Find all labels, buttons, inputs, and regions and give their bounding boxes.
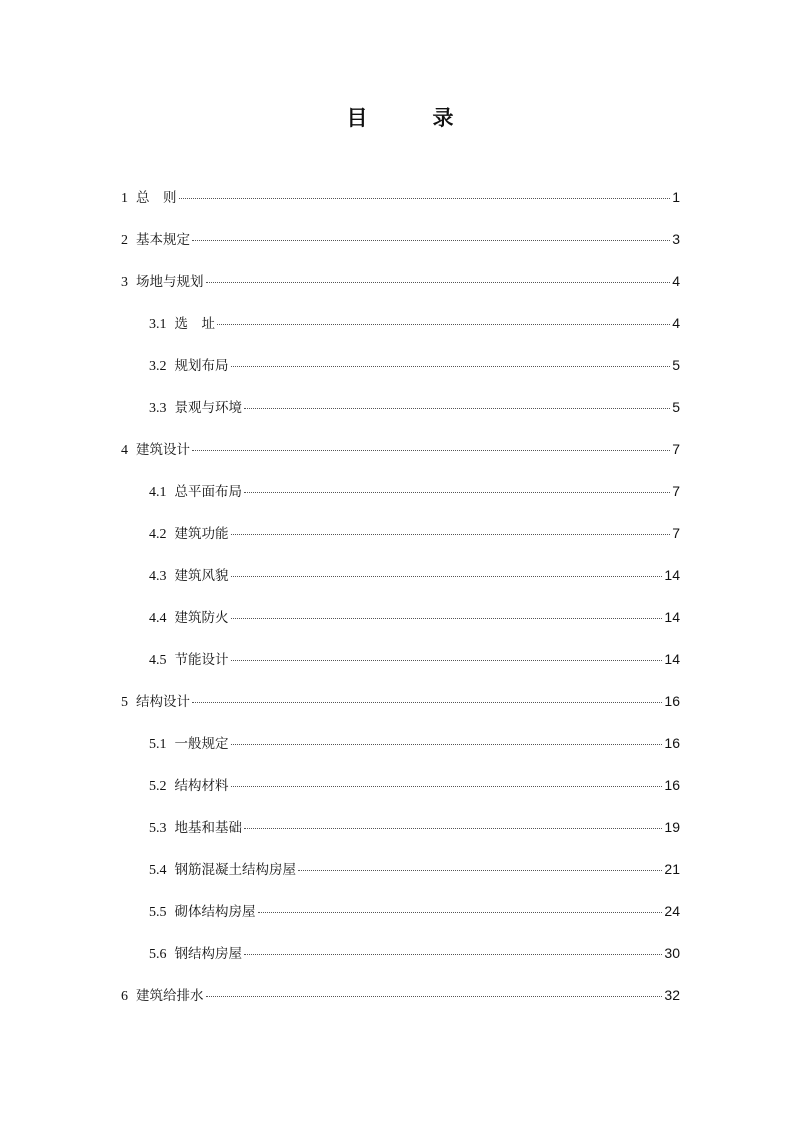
toc-entry-number: 3 bbox=[121, 275, 128, 290]
toc-entry-label: 规划布局 bbox=[174, 358, 229, 374]
toc-entry-number: 4.5 bbox=[149, 653, 167, 668]
toc-entry-label: 基本规定 bbox=[136, 232, 190, 248]
toc-entry-label: 选 址 bbox=[174, 316, 215, 332]
toc-entry[interactable] bbox=[149, 522, 680, 544]
toc-entry-label: 建筑风貌 bbox=[174, 568, 229, 584]
toc-entry[interactable] bbox=[149, 774, 680, 796]
dot-leader bbox=[244, 491, 670, 493]
toc-entry-label: 节能设计 bbox=[174, 652, 229, 668]
toc-entry-page-number: 5 bbox=[672, 357, 680, 373]
toc-entry-label: 场地与规划 bbox=[136, 274, 204, 290]
toc-entry[interactable] bbox=[121, 690, 680, 712]
toc-entry-label: 总平面布局 bbox=[174, 484, 242, 500]
dot-leader bbox=[231, 533, 671, 535]
toc-entry-number: 5 bbox=[121, 695, 128, 710]
toc-entry[interactable] bbox=[121, 984, 680, 1006]
toc-entry-number: 1 bbox=[121, 191, 128, 206]
toc-entry-page-number: 7 bbox=[672, 441, 680, 457]
dot-leader bbox=[206, 995, 663, 997]
toc-entry[interactable] bbox=[121, 438, 680, 460]
toc-entry-page-number: 16 bbox=[664, 777, 680, 793]
toc-entry-page-number: 4 bbox=[672, 273, 680, 289]
toc-entry-number: 4 bbox=[121, 443, 128, 458]
dot-leader bbox=[192, 239, 670, 241]
toc-entry[interactable] bbox=[121, 186, 680, 208]
toc-entry-page-number: 16 bbox=[664, 693, 680, 709]
toc-entry[interactable] bbox=[149, 816, 680, 838]
dot-leader bbox=[231, 785, 663, 787]
toc-entry-number: 4.1 bbox=[149, 485, 167, 500]
dot-leader bbox=[244, 827, 662, 829]
toc-entry-number: 5.3 bbox=[149, 821, 167, 836]
toc-entry-label: 建筑防火 bbox=[174, 610, 229, 626]
toc-entry-label: 地基和基础 bbox=[174, 820, 242, 836]
toc-entry-number: 6 bbox=[121, 989, 128, 1004]
dot-leader bbox=[244, 953, 662, 955]
dot-leader bbox=[298, 869, 662, 871]
toc-entry-label: 钢筋混凝土结构房屋 bbox=[174, 862, 296, 878]
dot-leader bbox=[192, 701, 662, 703]
dot-leader bbox=[231, 743, 663, 745]
toc-entry[interactable] bbox=[121, 270, 680, 292]
toc-entry-number: 3.1 bbox=[149, 317, 167, 332]
toc-entry[interactable] bbox=[149, 564, 680, 586]
toc-entry-label: 景观与环境 bbox=[174, 400, 242, 416]
toc-entry-page-number: 14 bbox=[664, 567, 680, 583]
toc-entry-number: 4.4 bbox=[149, 611, 167, 626]
dot-leader bbox=[179, 197, 671, 199]
toc-entry-page-number: 19 bbox=[664, 819, 680, 835]
toc-entry-page-number: 5 bbox=[672, 399, 680, 415]
toc-entry-number: 4.2 bbox=[149, 527, 167, 542]
toc-entry-label: 砌体结构房屋 bbox=[174, 904, 256, 920]
toc-entry-label: 建筑设计 bbox=[136, 442, 190, 458]
toc-entry-page-number: 32 bbox=[664, 987, 680, 1003]
toc-entry-label: 钢结构房屋 bbox=[174, 946, 242, 962]
dot-leader bbox=[244, 407, 670, 409]
toc-entry-label: 结构材料 bbox=[174, 778, 229, 794]
dot-leader bbox=[231, 575, 663, 577]
dot-leader bbox=[206, 281, 671, 283]
toc-entry-number: 3.3 bbox=[149, 401, 167, 416]
toc-entry-label: 结构设计 bbox=[136, 694, 190, 710]
toc-entry[interactable] bbox=[149, 648, 680, 670]
toc-entry-page-number: 14 bbox=[664, 651, 680, 667]
toc-entry-number: 5.2 bbox=[149, 779, 167, 794]
toc-entry-page-number: 4 bbox=[672, 315, 680, 331]
toc-entry[interactable] bbox=[149, 480, 680, 502]
toc-entry[interactable] bbox=[149, 732, 680, 754]
dot-leader bbox=[258, 911, 663, 913]
dot-leader bbox=[217, 323, 670, 325]
toc-entry[interactable] bbox=[149, 312, 680, 334]
dot-leader bbox=[192, 449, 670, 451]
toc-entry-number: 2 bbox=[121, 233, 128, 248]
toc-entry[interactable] bbox=[121, 228, 680, 250]
toc-entry-page-number: 7 bbox=[672, 483, 680, 499]
dot-leader bbox=[231, 365, 671, 367]
toc-entry-page-number: 16 bbox=[664, 735, 680, 751]
toc-entry-number: 5.5 bbox=[149, 905, 167, 920]
toc-entry-page-number: 14 bbox=[664, 609, 680, 625]
toc-entry-label: 总 则 bbox=[136, 190, 177, 206]
toc-entry[interactable] bbox=[149, 396, 680, 418]
toc-entry[interactable] bbox=[149, 858, 680, 880]
toc-title: 目 录 bbox=[346, 106, 476, 130]
toc-entry-page-number: 1 bbox=[672, 189, 680, 205]
toc-entry-page-number: 21 bbox=[664, 861, 680, 877]
toc-entry-number: 5.6 bbox=[149, 947, 167, 962]
toc-entry-label: 一般规定 bbox=[174, 736, 229, 752]
toc-entry-number: 4.3 bbox=[149, 569, 167, 584]
toc-entry-page-number: 30 bbox=[664, 945, 680, 961]
toc-entry[interactable] bbox=[149, 900, 680, 922]
toc-entry-number: 5.1 bbox=[149, 737, 167, 752]
toc-entry-label: 建筑功能 bbox=[174, 526, 229, 542]
dot-leader bbox=[231, 617, 663, 619]
dot-leader bbox=[231, 659, 663, 661]
toc-entry[interactable] bbox=[149, 942, 680, 964]
toc-entry[interactable] bbox=[149, 606, 680, 628]
toc-entry-label: 建筑给排水 bbox=[136, 988, 204, 1004]
toc-entry-number: 5.4 bbox=[149, 863, 167, 878]
toc-entry-page-number: 7 bbox=[672, 525, 680, 541]
toc-entry-number: 3.2 bbox=[149, 359, 167, 374]
toc-entry-page-number: 3 bbox=[672, 231, 680, 247]
toc-entry[interactable] bbox=[149, 354, 680, 376]
toc-entry-page-number: 24 bbox=[664, 903, 680, 919]
